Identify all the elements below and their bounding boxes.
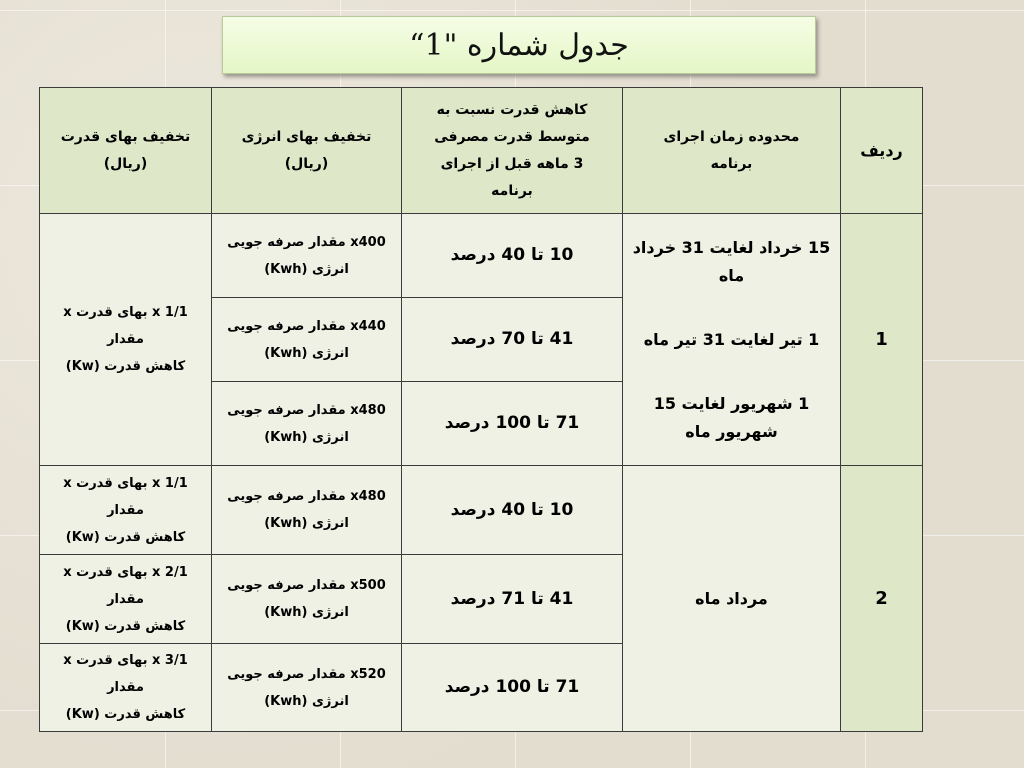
reduction-cell: 71 تا 100 درصد — [402, 644, 623, 732]
reduction-cell: 41 تا 71 درصد — [402, 555, 623, 644]
table-row — [40, 214, 923, 298]
energy-discount-cell: x480 مقدار صرفه جویی انرژی (Kwh) — [212, 466, 402, 555]
header-row-number: ردیف — [841, 88, 923, 214]
table-row — [40, 466, 923, 555]
header-reduction: کاهش قدرت نسبت به متوسط قدرت مصرفی 3 ماهه قبل از اجرای برنامه — [402, 88, 623, 214]
row-number-1: 1 — [841, 214, 923, 466]
power-discount-cell-1: x 1/1 بهای قدرت x مقدار کاهش قدرت (Kw) — [40, 214, 212, 466]
power-discount-cell: x 3/1 بهای قدرت x مقدار کاهش قدرت (Kw) — [40, 644, 212, 732]
period-cell-1: 15 خرداد لغایت 31 خرداد ماه 1 تیر لغایت 31 تیر ماه 1 شهریور لغایت 15 شهریور ماه — [623, 214, 841, 466]
energy-discount-cell: x500 مقدار صرفه جویی انرژی (Kwh) — [212, 555, 402, 644]
reduction-cell: 71 تا 100 درصد — [402, 382, 623, 466]
power-discount-cell: x 2/1 بهای قدرت x مقدار کاهش قدرت (Kw) — [40, 555, 212, 644]
power-discount-cell: x 1/1 بهای قدرت x مقدار کاهش قدرت (Kw) — [40, 466, 212, 555]
reduction-cell: 41 تا 70 درصد — [402, 298, 623, 382]
header-power-discount: تخفیف بهای قدرت (ریال) — [40, 88, 212, 214]
header-energy-discount: تخفیف بهای انرژی (ریال) — [212, 88, 402, 214]
reduction-cell: 10 تا 40 درصد — [402, 214, 623, 298]
energy-discount-cell: x480 مقدار صرفه جویی انرژی (Kwh) — [212, 382, 402, 466]
discount-table — [39, 87, 923, 732]
table-header-row — [40, 88, 923, 214]
reduction-cell: 10 تا 40 درصد — [402, 466, 623, 555]
slide-title — [222, 16, 816, 74]
energy-discount-cell: x520 مقدار صرفه جویی انرژی (Kwh) — [212, 644, 402, 732]
header-period: محدوده زمان اجرای برنامه — [623, 88, 841, 214]
energy-discount-cell: x440 مقدار صرفه جویی انرژی (Kwh) — [212, 298, 402, 382]
energy-discount-cell: x400 مقدار صرفه جویی انرژی (Kwh) — [212, 214, 402, 298]
row-number-2: 2 — [841, 466, 923, 732]
slide-title-text: جدول شماره "1“ — [409, 27, 629, 63]
period-cell-2: مرداد ماه — [623, 466, 841, 732]
